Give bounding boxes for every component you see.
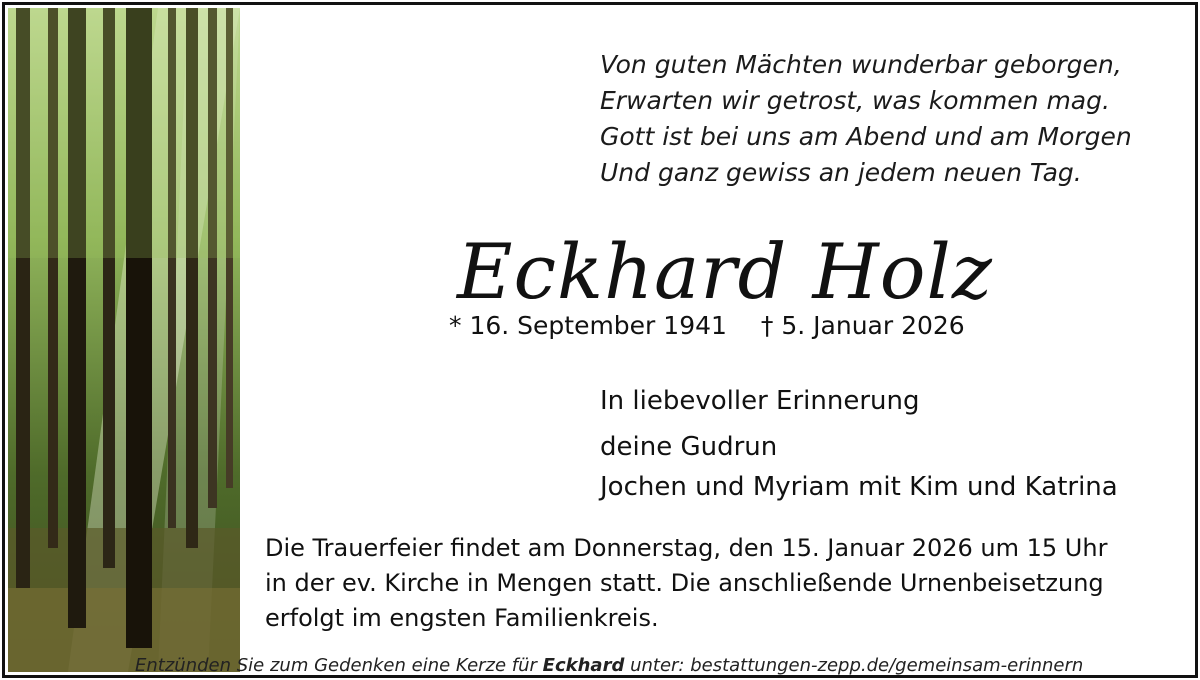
poem-line: Und ganz gewiss an jedem neuen Tag. [600, 158, 1082, 187]
mourner-line: Jochen und Myriam mit Kim und Katrina [600, 472, 1118, 502]
notice-line: Die Trauerfeier findet am Donnerstag, den 15. Januar 2026 um 15 Uhr [265, 534, 1108, 562]
life-dates [449, 311, 965, 340]
footer-prefix: Entzünden Sie zum Gedenken eine Kerze für [135, 655, 537, 676]
forest-photo [8, 8, 240, 672]
deceased-name: Eckhard Holz [457, 227, 993, 316]
mourner-line: deine Gudrun [600, 432, 778, 462]
death-date: † 5. Januar 2026 [760, 311, 965, 340]
obituary-card [2, 2, 1198, 678]
poem-line: Von guten Mächten wunderbar geborgen, [600, 50, 1122, 79]
memory-block [600, 381, 1118, 507]
forest-trees-graphic [8, 8, 240, 672]
funeral-notice [265, 531, 1165, 636]
poem [600, 47, 1160, 191]
footer-name: Eckhard [542, 655, 625, 676]
memory-intro: In liebevoller Erinnerung [600, 386, 920, 416]
footer-candle-note [135, 655, 1083, 676]
footer-link[interactable]: unter: bestattungen-zepp.de/gemeinsam-erinnern [630, 655, 1084, 676]
notice-line: in der ev. Kirche in Mengen statt. Die anschließende Urnenbeisetzung [265, 569, 1104, 597]
poem-line: Erwarten wir getrost, was kommen mag. [600, 86, 1110, 115]
birth-date: * 16. September 1941 [449, 311, 727, 340]
poem-line: Gott ist bei uns am Abend und am Morgen [600, 122, 1132, 151]
notice-line: erfolgt im engsten Familienkreis. [265, 604, 659, 632]
